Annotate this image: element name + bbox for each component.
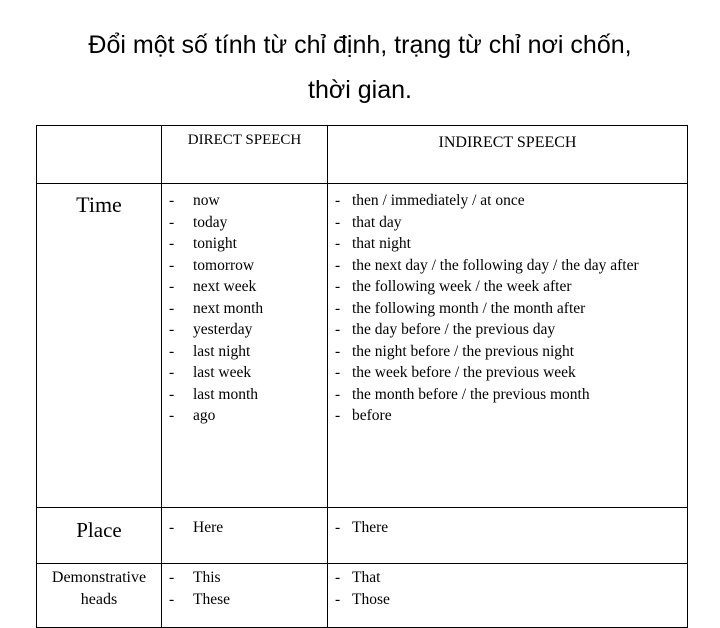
- list-item: - the following week / the week after: [328, 276, 687, 298]
- header-direct-speech: DIRECT SPEECH: [162, 126, 328, 184]
- direct-list: [162, 190, 327, 427]
- list-item: - next month: [162, 298, 327, 320]
- list-item: - last month: [162, 384, 327, 406]
- list-item: - That: [328, 567, 687, 589]
- category-cell: Place: [37, 508, 162, 564]
- page-title-line-2: thời gian.: [308, 76, 412, 104]
- direct-cell: [162, 184, 328, 508]
- table-row: [37, 564, 688, 628]
- list-item: - that night: [328, 233, 687, 255]
- direct-cell: [162, 564, 328, 628]
- header-indirect-speech: INDIRECT SPEECH: [328, 126, 688, 184]
- list-item: - that day: [328, 212, 687, 234]
- table-row: [37, 184, 688, 508]
- list-item: - last week: [162, 362, 327, 384]
- indirect-list: [328, 517, 687, 539]
- list-item: - now: [162, 190, 327, 212]
- indirect-list: [328, 190, 687, 427]
- direct-list: [162, 517, 327, 539]
- category-cell: Time: [37, 184, 162, 508]
- list-item: - the night before / the previous night: [328, 341, 687, 363]
- list-item: - tomorrow: [162, 255, 327, 277]
- conversion-table: [36, 125, 688, 628]
- table-row: [37, 508, 688, 564]
- indirect-list: [328, 567, 687, 610]
- direct-cell: [162, 508, 328, 564]
- list-item: - the next day / the following day / the day after: [328, 255, 687, 277]
- list-item: - ago: [162, 405, 327, 427]
- indirect-cell: [328, 184, 688, 508]
- header-empty-cell: [37, 126, 162, 184]
- list-item: - yesterday: [162, 319, 327, 341]
- list-item: - the month before / the previous month: [328, 384, 687, 406]
- list-item: - last night: [162, 341, 327, 363]
- table-header-row: [37, 126, 688, 184]
- direct-list: [162, 567, 327, 610]
- list-item: - the day before / the previous day: [328, 319, 687, 341]
- indirect-cell: [328, 508, 688, 564]
- list-item: - today: [162, 212, 327, 234]
- indirect-cell: [328, 564, 688, 628]
- list-item: - This: [162, 567, 327, 589]
- list-item: - then / immediately / at once: [328, 190, 687, 212]
- list-item: - before: [328, 405, 687, 427]
- list-item: - the week before / the previous week: [328, 362, 687, 384]
- list-item: - Here: [162, 517, 327, 539]
- list-item: - the following month / the month after: [328, 298, 687, 320]
- page-title: Đổi một số tính từ chỉ định, trạng từ chỉ nơi chốn,: [88, 31, 632, 59]
- list-item: - These: [162, 589, 327, 611]
- list-item: - There: [328, 517, 687, 539]
- list-item: - tonight: [162, 233, 327, 255]
- list-item: - Those: [328, 589, 687, 611]
- category-cell: Demonstrative heads: [37, 564, 162, 628]
- list-item: - next week: [162, 276, 327, 298]
